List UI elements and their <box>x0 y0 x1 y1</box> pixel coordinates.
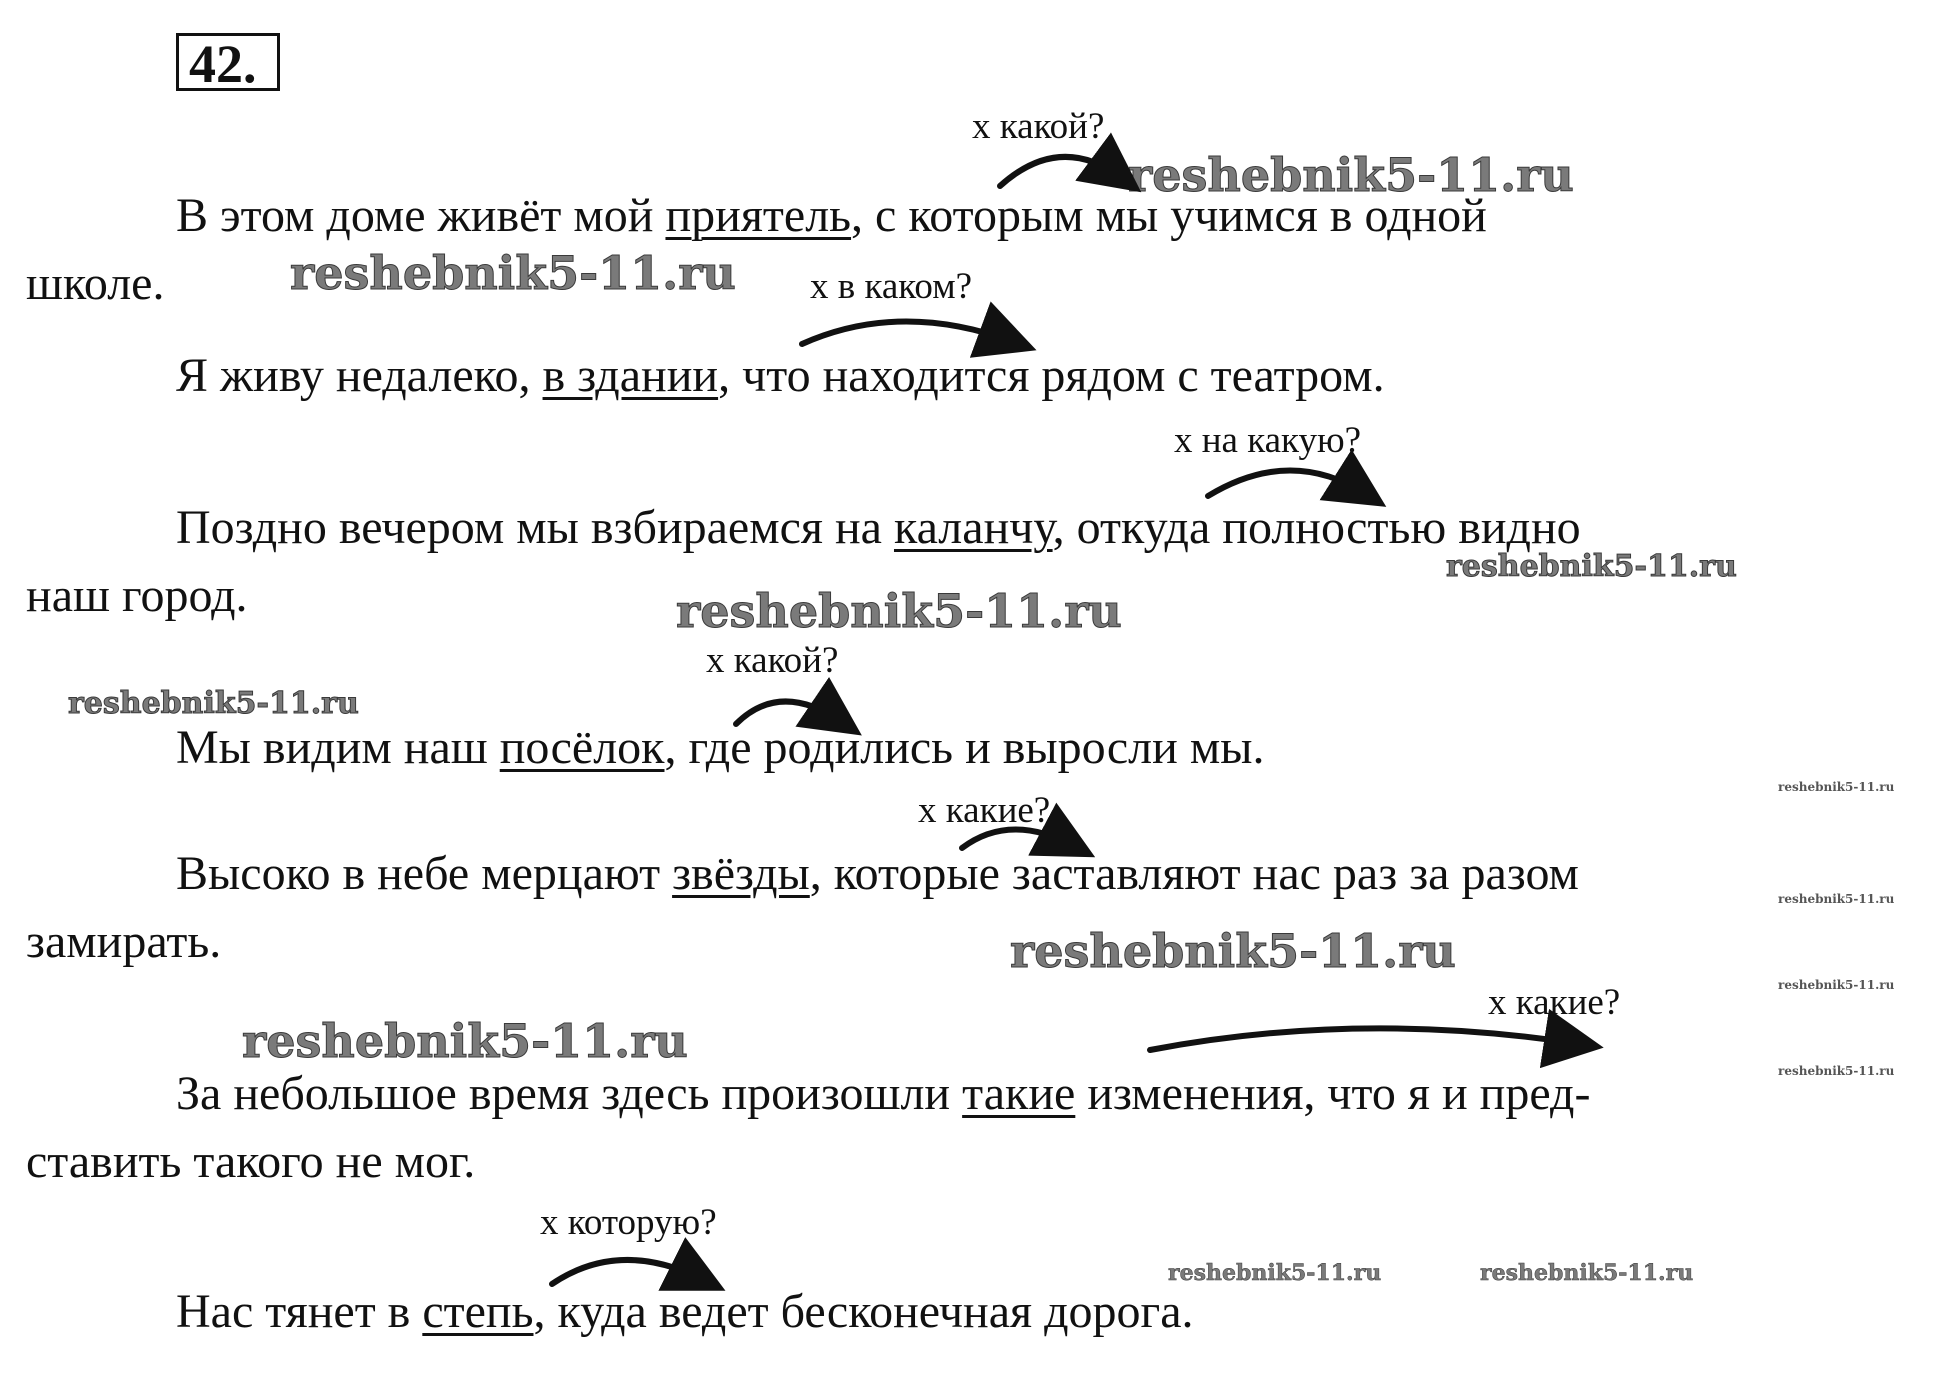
arc-1 <box>1000 157 1122 186</box>
watermark: reshebnik5-11.ru <box>1778 892 1895 906</box>
underlined-word: степь <box>422 1285 534 1338</box>
exercise-number: 42. <box>189 34 257 94</box>
sentence-5-continuation: замирать. <box>26 915 222 968</box>
question-7: х которую? <box>540 1202 717 1243</box>
watermark: reshebnik5-11.ru <box>242 1014 688 1068</box>
question-5: х какие? <box>918 790 1051 831</box>
arc-2 <box>802 321 1014 344</box>
sentence-1: В этом доме живёт мой приятель, с которым мы учимся в одной <box>176 189 1487 242</box>
sentence-6-continuation: ставить такого не мог. <box>26 1135 476 1188</box>
question-2: х в каком? <box>810 266 973 307</box>
watermark: reshebnik5-11.ru <box>1168 1260 1382 1286</box>
watermark: reshebnik5-11.ru <box>676 584 1122 638</box>
sentence-7: Нас тянет в степь, куда ведет бесконечная дорога. <box>176 1285 1194 1338</box>
underlined-word: посёлок <box>499 721 665 774</box>
watermark: reshebnik5-11.ru <box>1778 780 1895 794</box>
watermark: reshebnik5-11.ru <box>1446 549 1737 584</box>
sentence-2: Я живу недалеко, в здании, что находится рядом с театром. <box>176 349 1385 402</box>
watermark: reshebnik5-11.ru <box>1778 1064 1895 1078</box>
underlined-word: в здании <box>542 349 719 402</box>
watermark: reshebnik5-11.ru <box>1128 148 1574 202</box>
sentence-6: За небольшое время здесь произошли такие изменения, что я и пред- <box>176 1067 1591 1120</box>
watermark: reshebnik5-11.ru <box>1010 924 1456 978</box>
sentence-3: Поздно вечером мы взбираемся на каланчу, откуда полностью видно <box>176 501 1581 554</box>
sentence-3-continuation: наш город. <box>26 569 248 622</box>
underlined-word: такие <box>962 1067 1076 1120</box>
sentence-4: Мы видим наш посёлок, где родились и выросли мы. <box>176 721 1265 774</box>
question-4: х какой? <box>706 640 839 681</box>
question-1: х какой? <box>972 106 1105 147</box>
watermark: reshebnik5-11.ru <box>68 686 359 721</box>
underlined-word: приятель <box>665 189 852 242</box>
question-6: х какие? <box>1488 982 1621 1023</box>
watermark: reshebnik5-11.ru <box>1778 978 1895 992</box>
underlined-word: каланчу <box>893 501 1053 554</box>
arc-7 <box>552 1260 704 1284</box>
question-3: х на какую? <box>1174 420 1362 461</box>
underlined-word: звёзды <box>672 847 810 900</box>
sentence-1-continuation: школе. <box>26 257 165 310</box>
watermark: reshebnik5-11.ru <box>1480 1260 1694 1286</box>
watermark: reshebnik5-11.ru <box>290 246 736 300</box>
arc-3 <box>1208 470 1366 496</box>
sentence-5: Высоко в небе мерцают звёзды, которые заставляют нас раз за разом <box>176 847 1579 900</box>
arc-6 <box>1150 1028 1580 1050</box>
